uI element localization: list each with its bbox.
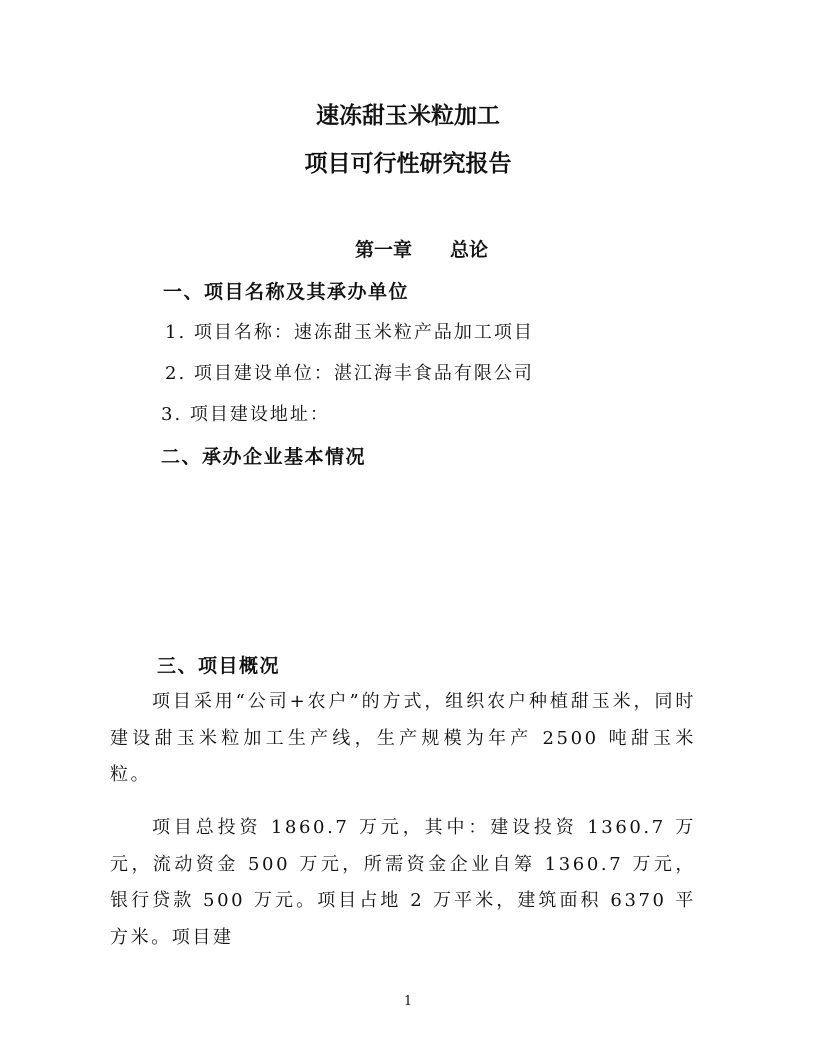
overview-paragraph-2: 项目总投资 1860.7 万元，其中：建设投资 1360.7 万元，流动资金 500 万元，所需资金企业自筹 1360.7 万元，银行贷款 500 万元。项目占地 2 万平米，建筑面积 6370 平方米。项目建 — [110, 817, 696, 948]
project-unit-item: 2. 项目建设单位：湛江海丰食品有限公司 — [165, 363, 534, 384]
chapter-number: 第一章 — [355, 239, 413, 261]
overview-paragraph-1: 项目采用“公司+农户”的方式，组织农户种植甜玉米，同时建设甜玉米粒加工生产线，生产规模为年产 2500 吨甜玉米粒。 — [110, 691, 696, 785]
project-address-item: 3. 项目建设地址： — [161, 404, 330, 425]
project-name-item: 1. 项目名称：速冻甜玉米粒产品加工项目 — [165, 322, 534, 343]
section1-heading: 一、项目名称及其承办单位 — [163, 281, 410, 303]
page-number: 1 — [403, 994, 413, 1009]
chapter-heading — [355, 235, 488, 262]
section2-heading: 二、承办企业基本情况 — [161, 446, 367, 468]
section3-heading: 三、项目概况 — [157, 655, 281, 677]
chapter-name: 总论 — [450, 239, 489, 261]
document-title-line1: 速冻甜玉米粒加工 — [316, 103, 500, 129]
document-title-line2: 项目可行性研究报告 — [304, 151, 512, 177]
